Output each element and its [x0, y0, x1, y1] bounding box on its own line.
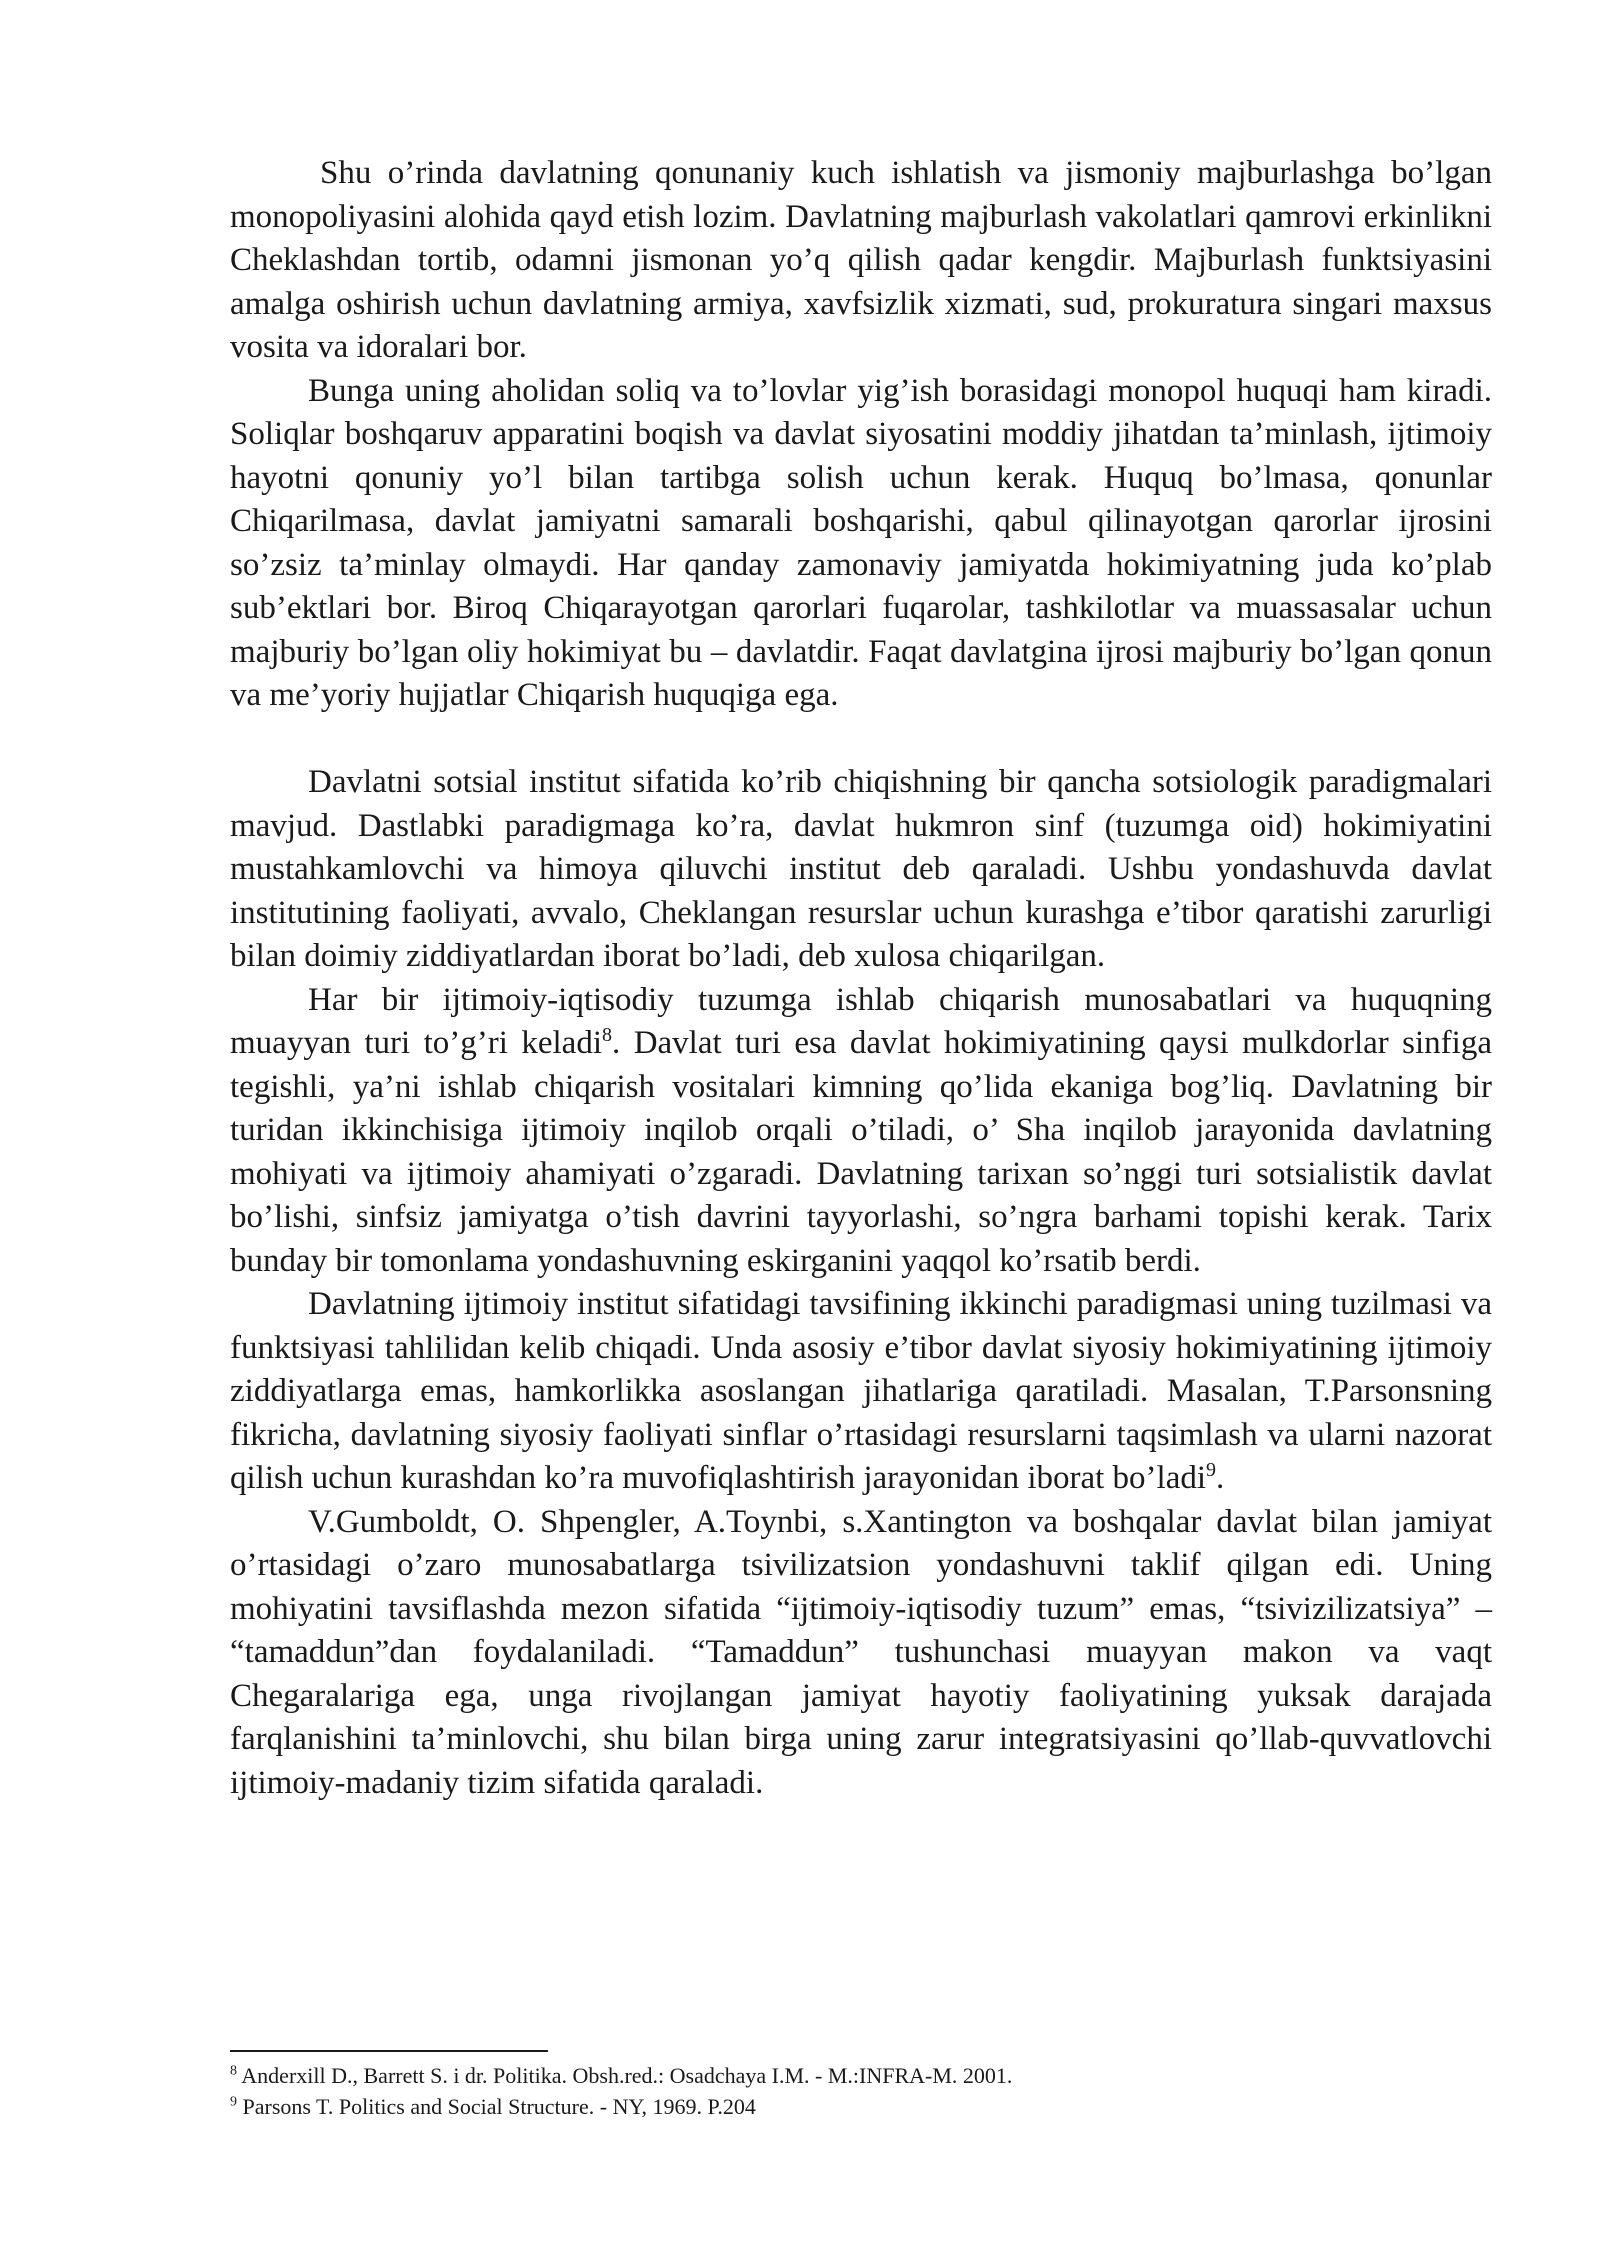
paragraph: [230, 1283, 1492, 1501]
footnotes: [230, 2060, 1492, 2122]
paragraph: Davlatni sotsial institut sifatida ko’rib chiqishning bir qancha sotsiologik paradigmalari mavjud. Dastlabki paradigmaga ko’ra, davlat hukmron sinf (tuzumga oid) hokimiyatini mustahkamlovchi va himoya qiluvchi institut deb qaraladi. Ushbu yondashuvda davlat institutining faoliyati, avvalo, Cheklangan resurslar uchun kurashga e’tibor qaratishi zarurligi bilan doimiy ziddiyatlardan iborat bo’ladi, deb xulosa chiqarilgan.: [230, 764, 1492, 974]
footnote-text: Parsons T. Politics and Social Structure. - NY, 1969. P.204: [242, 2094, 756, 2119]
paragraph: [230, 979, 1492, 1284]
footnote-number: 9: [230, 2094, 237, 2110]
paragraph: Shu o’rinda davlatning qonunaniy kuch ishlatish va jismoniy majburlashga bo’lgan monopoliyasini alohida qayd etish lozim. Davlatning majburlash vakolatlari qamrovi erkinlikni Cheklashdan tortib, odamni jismonan yo’q qilish qadar kengdir. Majburlash funktsiyasini amalga oshirish uchun davlatning armiya, xavfsizlik xizmati, sud, prokuratura singari maxsus vosita va idoralari bor.: [230, 155, 1492, 365]
paragraph-gap: [230, 718, 1492, 762]
footnote-ref[interactable]: 8: [602, 1024, 613, 1046]
footnote-separator: [230, 2050, 548, 2052]
paragraph-text: . Davlat turi esa davlat hokimiyatining qaysi mulkdorlar sinfiga tegishli, ya’ni ishlab chiqarish vositalari kimning qo’lida ekaniga bog’liq. Davlatning bir turidan ikkinchisiga ijtimoiy inqilob orqali o’tiladi, o’ Sha inqilob jarayonida davlatning mohiyati va ijtimoiy ahamiyati o’zgaradi. Davlatning tarixan so’nggi turi sotsialistik davlat bo’lishi, sinfsiz jamiyatga o’tish davrini tayyorlashi, so’ngra barhami topishi kerak. Tarix bunday bir tomonlama yondashuvning eskirganini yaqqol ko’rsatib berdi.: [230, 1025, 1492, 1279]
paragraph-text: Har bir ijtimoiy-iqtisodiy tuzumga ishlab chiqarish munosabatlari va huquqning muayyan turi to’g’ri keladi: [230, 981, 1492, 1061]
paragraph-text: .: [1216, 1460, 1225, 1496]
paragraph-text: Davlatning ijtimoiy institut sifatidagi tavsifining ikkinchi paradigmasi uning tuzilmasi va funktsiyasi tahlilidan kelib chiqadi. Unda asosiy e’tibor davlat siyosiy hokimiyatining ijtimoiy ziddiyatlarga emas, hamkorlikka asoslangan jihatlariga qaratiladi. Masalan, T.Parsonsning fikricha, davlatning siyosiy faoliyati sinflar o’rtasidagi resurslarni taqsimlash va ularni nazorat qilish uchun kurashdan ko’ra muvofiqlashtirish jarayonidan iborat bo’ladi: [230, 1286, 1492, 1496]
paragraph: V.Gumboldt, O. Shpengler, A.Toynbi, s.Xantington va boshqalar davlat bilan jamiyat o’rtasidagi o’zaro munosabatlarga tsivilizatsion yondashuvni taklif qilgan edi. Uning mohiyatini tavsiflashda mezon sifatida “ijtimoiy-iqtisodiy tuzum” emas, “tsivizilizatsiya” – “tamaddun”dan foydalaniladi. “Tamaddun” tushunchasi muayyan makon va vaqt Chegaralariga ega, unga rivojlangan jamiyat hayotiy faoliyatining yuksak darajada farqlanishini ta’minlovchi, shu bilan birga uning zarur integratsiyasini qo’llab-quvvatlovchi ijtimoiy-madaniy tizim sifatida qaraladi.: [230, 1503, 1492, 1801]
document-body: [230, 152, 1492, 1805]
footnote: [230, 2060, 1492, 2091]
paragraph: Bunga uning aholidan soliq va to’lovlar yig’ish borasidagi monopol huquqi ham kiradi. Soliqlar boshqaruv apparatini boqish va davlat siyosatini moddiy jihatdan ta’minlash, ijtimoiy hayotni qonuniy yo’l bilan tartibga solish uchun kerak. Huquq bo’lmasa, qonunlar Chiqarilmasa, davlat jamiyatni samarali boshqarishi, qabul qilinayotgan qarorlar ijrosini so’zsiz ta’minlay olmaydi. Har qanday zamonaviy jamiyatda hokimiyatning juda ko’plab sub’ektlari bor. Biroq Chiqarayotgan qarorlari fuqarolar, tashkilotlar va muassasalar uchun majburiy bo’lgan oliy hokimiyat bu – davlatdir. Faqat davlatgina ijrosi majburiy bo’lgan qonun va me’yoriy hujjatlar Chiqarish huquqiga ega.: [230, 372, 1492, 713]
footnote-ref[interactable]: 9: [1206, 1459, 1217, 1481]
footnote-number: 8: [230, 2063, 237, 2079]
footnote: [230, 2091, 1492, 2122]
footnote-text: Anderxill D., Barrett S. i dr. Politika. Obsh.red.: Osadchaya I.M. - M.:INFRA-M. 2001.: [241, 2063, 1013, 2088]
